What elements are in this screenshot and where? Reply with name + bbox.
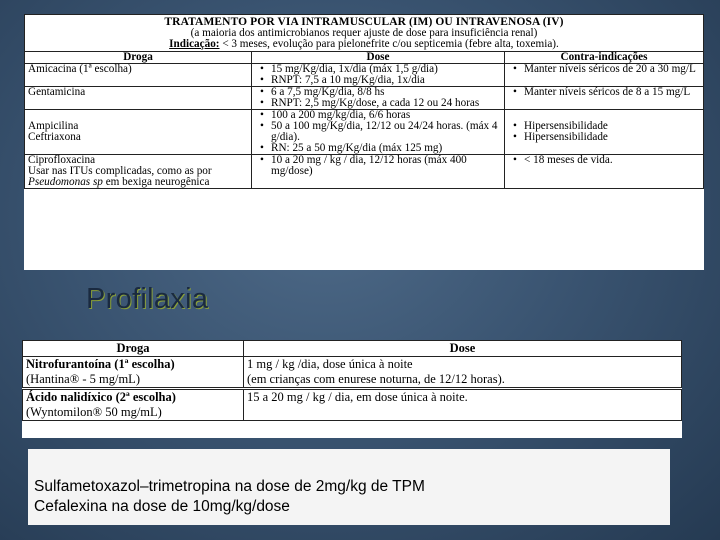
col-header-dose: Dose (252, 52, 505, 64)
dose-item: • RNPT: 7,5 a 10 mg/Kg/dia, 1x/dia (271, 75, 501, 86)
treatment-title-block (25, 15, 704, 52)
drug-ciprofloxacina: Ciprofloxacina (28, 154, 96, 166)
contra-item: • Manter níveis séricos de 20 a 30 mg/L (524, 64, 700, 75)
dose-item: • 50 a 100 mg/Kg/dia, 12/12 ou 24/24 horas. (máx 4 g/dia). (271, 121, 501, 143)
dose-item: • RNPT: 2,5 mg/Kg/dose, a cada 12 ou 24 horas (271, 98, 501, 109)
col-header-contra: Contra-indicações (505, 52, 704, 64)
table-row-amicacina (25, 64, 704, 87)
contra-item: • Hipersensibilidade (524, 121, 700, 132)
drug-ceftriaxona: Ceftriaxona (28, 131, 81, 143)
table-row-ampicilina-ceftriaxona (25, 110, 704, 155)
table-row-acido-nalidixico (23, 389, 682, 421)
contra-cell (505, 87, 704, 110)
drug-cell (25, 110, 252, 155)
table-row-nitrofurantoina (23, 357, 682, 389)
table-row-gentamicina (25, 87, 704, 110)
contra-item: • < 18 meses de vida. (524, 155, 700, 166)
treatment-subtitle: (a maioria dos antimicrobianos requer ajuste de dose para insuficiência renal) (190, 27, 538, 39)
dose-cell (252, 64, 505, 87)
treatment-title: TRATAMENTO POR VIA INTRAMUSCULAR (IM) OU INTRAVENOSA (IV) (164, 16, 564, 28)
section-heading: Profilaxia (86, 283, 209, 315)
dose-item: • 6 a 7,5 mg/Kg/dia, 8/8 hs (271, 87, 501, 98)
contra-cell (505, 155, 704, 189)
contra-cell (505, 64, 704, 87)
treatment-table (24, 14, 704, 189)
dose-item: • RN: 25 a 50 mg/Kg/dia (máx 125 mg) (271, 143, 501, 154)
drug-note: Usar nas ITUs complicadas, como as por Pseudomonas sp em bexiga neurogênica (28, 165, 212, 188)
table-row-ciprofloxacina (25, 155, 704, 189)
drug-cell: Amicacina (1ª escolha) (25, 64, 252, 87)
note-line: Cefalexina na dose de 10mg/kg/dose (34, 498, 290, 515)
drug-cell: Ácido nalidíxico (2ª escolha) (Wyntomilon® 50 mg/mL) (23, 389, 244, 421)
contra-item: • Hipersensibilidade (524, 132, 700, 143)
dose-item: • 100 a 200 mg/kg/dia, 6/6 horas (271, 110, 501, 121)
note-line: Sulfametoxazol–trimetropina na dose de 2mg/kg de TPM (34, 478, 425, 495)
col-header-drug: Droga (25, 52, 252, 64)
treatment-indication: Indicação: < 3 meses, evolução para pielonefrite c/ou septicemia (febre alta, toxemia). (169, 38, 559, 50)
drug-cell: Nitrofurantoína (1ª escolha) (Hantina® - 5 mg/mL) (23, 357, 244, 389)
treatment-table-image (24, 14, 704, 270)
dose-cell (252, 110, 505, 155)
col-header-dose: Dose (244, 341, 682, 357)
dose-item: • 10 a 20 mg / kg / dia, 12/12 horas (máx 400 mg/dose) (271, 155, 501, 177)
notes-box (28, 449, 670, 525)
dose-item: • 15 mg/Kg/dia, 1x/dia (máx 1,5 g/dia) (271, 64, 501, 75)
contra-item: • Manter níveis séricos de 8 a 15 mg/L (524, 87, 700, 98)
dose-cell (252, 155, 505, 189)
col-header-drug: Droga (23, 341, 244, 357)
prophylaxis-table-image (22, 340, 682, 438)
drug-cell: Gentamicina (25, 87, 252, 110)
drug-ampicilina: Ampicilina (28, 120, 79, 132)
contra-cell (505, 110, 704, 155)
prophylaxis-table (22, 340, 682, 421)
dose-cell (252, 87, 505, 110)
dose-cell: 1 mg / kg /dia, dose única à noite (em crianças com enurese noturna, de 12/12 horas). (244, 357, 682, 389)
drug-cell (25, 155, 252, 189)
dose-cell: 15 a 20 mg / kg / dia, em dose única à noite. (244, 389, 682, 421)
